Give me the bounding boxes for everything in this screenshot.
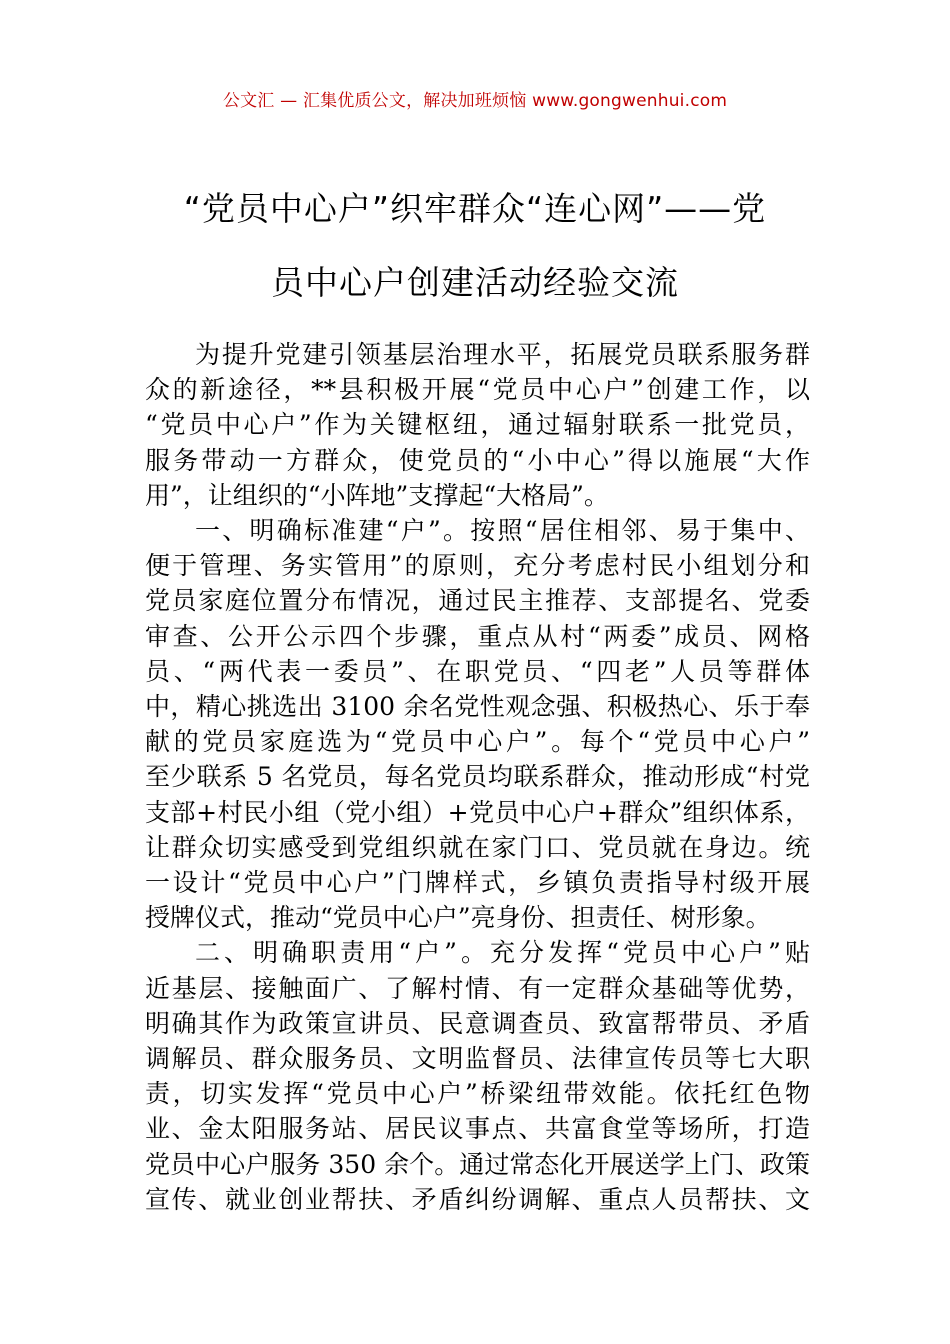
body-line: 党员家庭位置分布情况，通过民主推荐、支部提名、党委	[145, 586, 810, 616]
body-line: 审查、公开公示四个步骤，重点从村“两委”成员、网格	[145, 621, 810, 651]
body-line: 授牌仪式，推动“党员中心户”亮身份、担责任、树形象。	[145, 903, 771, 933]
body-line: 献的党员家庭选为“党员中心户”。每个“党员中心户”	[145, 727, 810, 757]
body-line: 一设计“党员中心户”门牌样式，乡镇负责指导村级开展	[145, 868, 810, 898]
body-line: 党员中心户服务 350 余个。通过常态化开展送学上门、政策	[145, 1149, 810, 1179]
body-line: 明确其作为政策宣讲员、民意调查员、致富帮带员、矛盾	[145, 1008, 810, 1038]
body-line: 至少联系 5 名党员，每名党员均联系群众，推动形成“村党	[145, 762, 810, 792]
body-line: 众的新途径，**县积极开展“党员中心户”创建工作，以	[145, 375, 810, 405]
body-line: “党员中心户”作为关键枢纽，通过辐射联系一批党员，	[145, 410, 810, 440]
body-line: 二、明确职责用“户”。充分发挥“党员中心户”贴	[195, 938, 810, 968]
body-line: 为提升党建引领基层治理水平，拓展党员联系服务群	[195, 340, 810, 369]
body-line: 便于管理、务实管用”的原则，充分考虑村民小组划分和	[145, 551, 810, 581]
document-body	[145, 337, 810, 1217]
title-line: 员中心户创建活动经验交流	[271, 263, 679, 302]
body-line: 近基层、接触面广、了解村情、有一定群众基础等优势，	[145, 973, 810, 1003]
body-line: 业、金太阳服务站、居民议事点、共富食堂等场所，打造	[145, 1114, 810, 1144]
body-line: 调解员、群众服务员、文明监督员、法律宣传员等七大职	[145, 1044, 810, 1074]
body-line: 宣传、就业创业帮扶、矛盾纠纷调解、重点人员帮扶、文	[145, 1184, 810, 1214]
body-line: 一、明确标准建“户”。按照“居住相邻、易于集中、	[195, 516, 810, 546]
body-line: 中，精心挑选出 3100 余名党性观念强、积极热心、乐于奉	[145, 692, 810, 722]
body-line: 员、“两代表一委员”、在职党员、“四老”人员等群体	[145, 656, 810, 686]
document-title	[120, 172, 830, 320]
body-line: 用”，让组织的“小阵地”支撑起“大格局”。	[145, 480, 609, 510]
header-banner: 公文汇 — 汇集优质公文，解决加班烦恼 www.gongwenhui.com	[222, 91, 728, 111]
body-line: 服务带动一方群众，使党员的“小中心”得以施展“大作	[145, 445, 810, 475]
body-line: 责，切实发挥“党员中心户”桥梁纽带效能。依托红色物	[145, 1079, 810, 1109]
body-line: 支部+村民小组（党小组）+党员中心户+群众”组织体系，	[145, 797, 810, 827]
body-line: 让群众切实感受到党组织就在家门口、党员就在身边。统	[145, 832, 810, 862]
title-line: “党员中心户”织牢群众“连心网”——党	[183, 189, 767, 228]
